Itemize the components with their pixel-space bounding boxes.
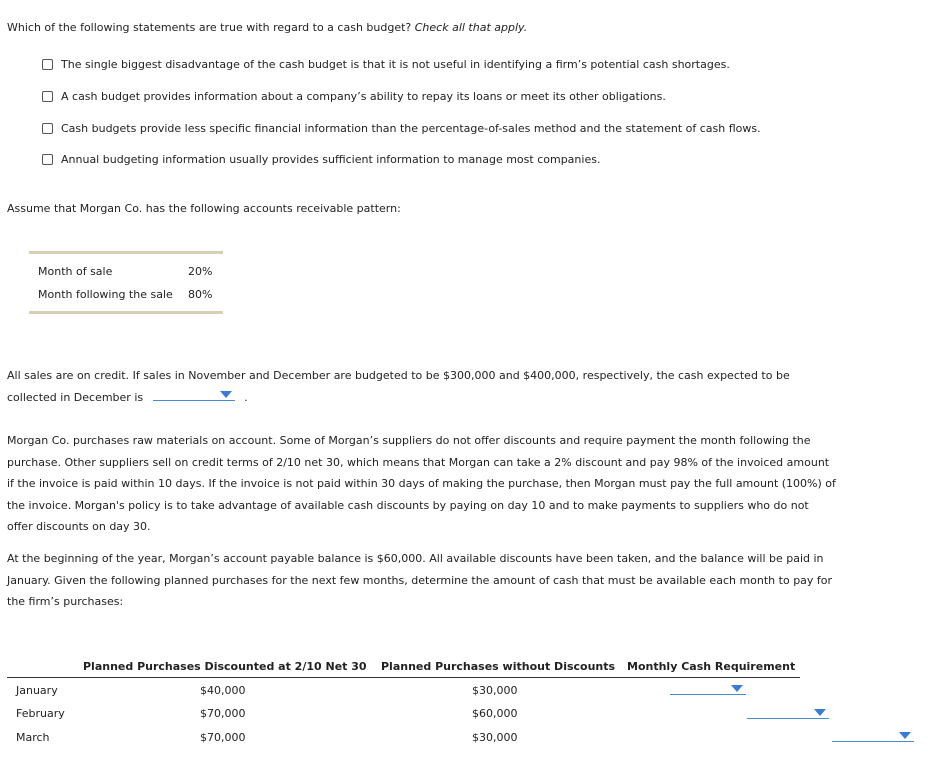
collection-question-end: . bbox=[244, 390, 248, 404]
requirement-dropdown-march[interactable] bbox=[832, 729, 914, 742]
row-month: March bbox=[16, 731, 50, 744]
row-discounted: $70,000 bbox=[200, 731, 246, 744]
purchases-paragraph: Morgan Co. purchases raw materials on account. Some of Morgan’s suppliers do not offer discounts and require payment the month following the purchase. Other suppliers sell on credit terms of 2/10 net 30, which means that Morgan can take a 2% discount and pay 98% of the invoiced amount if the invoice is paid within 10 days. If the invoice is not paid within 30 days of making the purchase, then Morgan must pay the full amount (100%) of the invoice. Morgan's policy is to take advantage of available cash discounts by paying on day 10 and to make payments to suppliers who do not offer discounts on day 30. bbox=[7, 434, 836, 533]
header-without-discounts: Planned Purchases without Discounts bbox=[381, 660, 616, 673]
row-discounted: $40,000 bbox=[200, 684, 246, 697]
checkbox-option-2[interactable] bbox=[42, 91, 53, 102]
option-3[interactable] bbox=[42, 122, 761, 135]
option-4[interactable] bbox=[42, 153, 600, 166]
question-prompt-text: Which of the following statements are true with regard to a cash budget? bbox=[7, 21, 412, 34]
row-month: February bbox=[16, 707, 65, 720]
header-monthly-cash-requirement: Monthly Cash Requirement bbox=[627, 660, 796, 673]
ar-table-top-rule bbox=[29, 251, 223, 254]
row-month: January bbox=[16, 684, 58, 697]
checkbox-option-3[interactable] bbox=[42, 123, 53, 134]
ar-intro: Assume that Morgan Co. has the following accounts receivable pattern: bbox=[7, 202, 401, 215]
option-1[interactable] bbox=[42, 58, 730, 71]
requirement-dropdown-january[interactable] bbox=[670, 682, 746, 695]
ar-row-label: Month of sale bbox=[38, 265, 113, 278]
payable-paragraph: At the beginning of the year, Morgan’s account payable balance is $60,000. All available discounts have been taken, and the balance will be paid in January. Given the following planned purchases for the next few months, determine the amount of cash that must be available each month to pay for the firm’s purchases: bbox=[7, 552, 833, 608]
checkbox-option-4[interactable] bbox=[42, 154, 53, 165]
checkbox-option-1[interactable] bbox=[42, 59, 53, 70]
option-2[interactable] bbox=[42, 90, 666, 103]
row-without: $30,000 bbox=[472, 731, 518, 744]
header-discounted: Planned Purchases Discounted at 2/10 Net 30 bbox=[83, 660, 367, 673]
row-without: $30,000 bbox=[472, 684, 518, 697]
row-discounted: $70,000 bbox=[200, 707, 246, 720]
chevron-down-icon bbox=[814, 709, 826, 716]
ar-table-bottom-rule bbox=[29, 311, 223, 314]
collection-dropdown[interactable] bbox=[153, 388, 235, 401]
table-header-rule bbox=[7, 677, 800, 678]
option-2-label: A cash budget provides information about a company’s ability to repay its loans or meet its other obligations. bbox=[61, 90, 666, 103]
option-1-label: The single biggest disadvantage of the cash budget is that it is not useful in identifying a firm’s potential cash shortages. bbox=[61, 58, 730, 71]
collection-question-text: All sales are on credit. If sales in November and December are budgeted to be $300,000 and $400,000, respectively, the cash expected to be collected in December is bbox=[7, 369, 790, 404]
requirement-dropdown-february[interactable] bbox=[747, 706, 829, 719]
question-instruction: Check all that apply. bbox=[414, 21, 528, 34]
option-4-label: Annual budgeting information usually provides sufficient information to manage most companies. bbox=[61, 153, 601, 166]
row-without: $60,000 bbox=[472, 707, 518, 720]
chevron-down-icon bbox=[731, 685, 743, 692]
collection-question bbox=[7, 365, 837, 408]
option-3-label: Cash budgets provide less specific financial information than the percentage-of-sales method and the statement of cash flows. bbox=[61, 122, 761, 135]
chevron-down-icon bbox=[220, 391, 232, 398]
ar-row-value: 20% bbox=[188, 265, 213, 278]
ar-row-value: 80% bbox=[188, 288, 213, 301]
chevron-down-icon bbox=[899, 732, 911, 739]
question-prompt bbox=[7, 21, 527, 34]
ar-row-label: Month following the sale bbox=[38, 288, 173, 301]
